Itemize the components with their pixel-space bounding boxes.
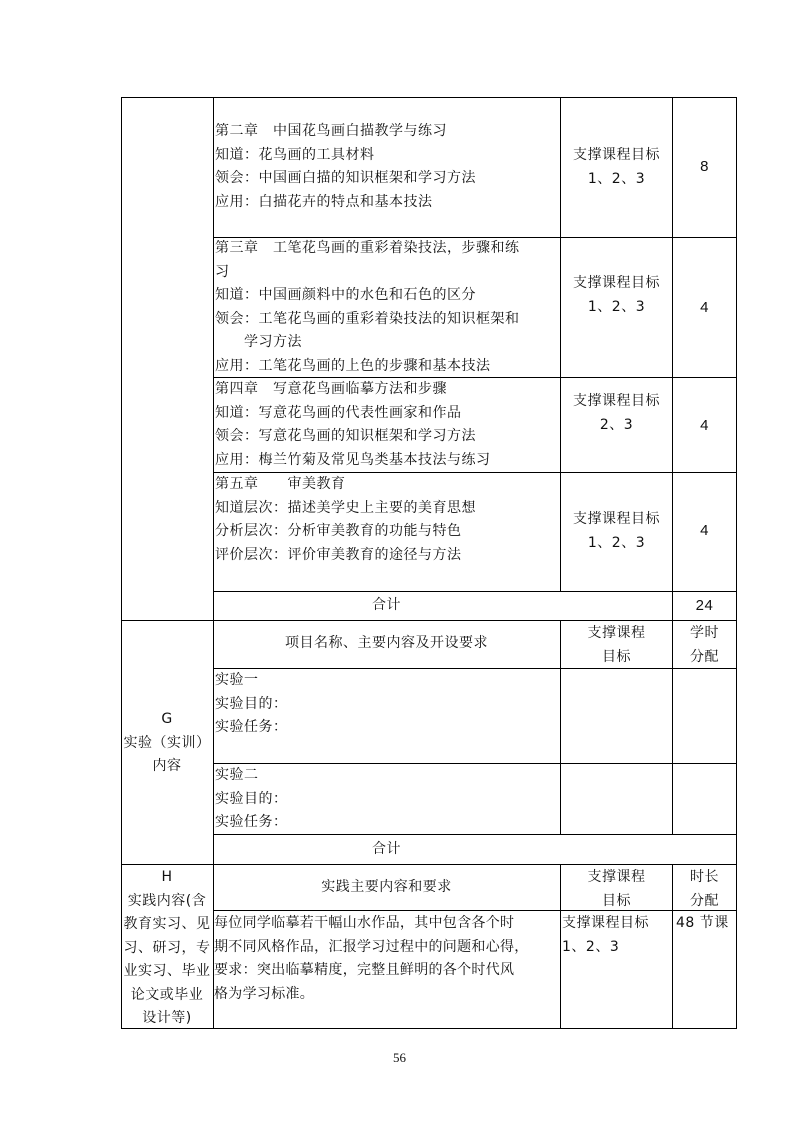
content-line: 应用：工笔花鸟画的上色的步骤和基本技法 (215, 357, 491, 374)
content-line: 领会：工笔花鸟画的重彩着染技法的知识框架和 (215, 310, 520, 327)
content-line: 格为学习标准。 (214, 985, 315, 1002)
target-values: 2、3 (599, 416, 634, 433)
content-line: 知道：写意花鸟画的代表性画家和作品 (215, 404, 462, 421)
section-title-line: 论文或毕业 (130, 986, 204, 1003)
practice-hours: 48 节课 (676, 915, 729, 931)
lab-header-name: 项目名称、主要内容及开设要求 (285, 635, 488, 651)
header-line: 支撑课程 (587, 869, 646, 885)
lab-header-hours (673, 622, 736, 669)
section-title-line: 习、研习，专 (123, 939, 211, 956)
experiment-task: 实验任务： (215, 814, 288, 830)
row-divider (213, 763, 737, 764)
hours-value: 8 (700, 158, 709, 175)
course-target (561, 390, 672, 437)
content-line: 应用：白描花卉的特点和基本技法 (215, 193, 433, 210)
lab-total-label: 合计 (372, 841, 401, 857)
course-target (561, 144, 672, 191)
content-line: 要求：突出临摹精度，完整且鲜明的各个时代风 (214, 962, 515, 978)
table-border-right (736, 97, 737, 1029)
content-line: 每位同学临摹若干幅山水作品，其中包含各个时 (214, 915, 515, 931)
section-letter: H (161, 869, 173, 885)
experiment-purpose: 实验目的： (215, 695, 288, 712)
lab-header-target (561, 622, 672, 669)
target-values: 1、2、3 (587, 170, 646, 187)
hours-value: 4 (700, 417, 709, 434)
content-line: 应用：梅兰竹菊及常见鸟类基本技法与练习 (215, 451, 491, 468)
experiment-1 (215, 669, 288, 740)
course-target (561, 508, 672, 555)
section-title-line: 内容 (152, 758, 182, 774)
section-title-line: 实践内容(含 (127, 892, 207, 909)
section-title-line: 实验（实训） (123, 734, 211, 751)
content-line: 评价层次：评价审美教育的途径与方法 (215, 546, 462, 563)
target-values: 1、2、3 (587, 298, 646, 315)
header-line: 目标 (602, 648, 631, 665)
practice-header-hours (673, 866, 736, 913)
target-values: 1、2、3 (562, 938, 620, 955)
chapter-title: 第五章 审美教育 (215, 476, 346, 492)
target-label: 支撑课程目标 (573, 275, 660, 291)
chapter-title: 第三章 工笔花鸟画的重彩着染技法，步骤和练 (215, 240, 520, 256)
section-letter: G (161, 711, 173, 727)
hours-value: 4 (700, 522, 709, 539)
chapter-content (215, 378, 491, 472)
content-line: 领会：中国画白描的知识框架和学习方法 (215, 170, 476, 186)
practice-section-label (121, 866, 213, 1031)
content-line: 领会：写意花鸟画的知识框架和学习方法 (215, 428, 476, 444)
theory-total-hours: 24 (695, 597, 714, 614)
experiment-2 (215, 764, 288, 835)
theory-total-label: 合计 (372, 597, 401, 613)
practice-header-content: 实践主要内容和要求 (321, 879, 452, 895)
course-target (561, 272, 672, 319)
target-label: 支撑课程目标 (573, 393, 660, 409)
experiment-title: 实验一 (215, 672, 259, 688)
target-values: 1、2、3 (587, 534, 646, 551)
content-line: 知道：花鸟画的工具材料 (215, 146, 375, 163)
experiment-task: 实验任务： (215, 719, 288, 735)
header-line: 分配 (690, 892, 719, 909)
chapter-content (215, 473, 476, 567)
experiment-purpose: 实验目的： (215, 790, 288, 807)
experiment-title: 实验二 (215, 767, 259, 783)
hours-value: 4 (700, 299, 709, 316)
page-number: 56 (393, 1050, 406, 1065)
content-line: 学习方法 (215, 334, 302, 350)
content-line: 习 (215, 263, 230, 280)
chapter-content (215, 120, 476, 214)
section-title-line: 教育实习、见 (123, 916, 211, 932)
section-title-line: 业实习、毕业 (123, 963, 211, 979)
header-line: 支撑课程 (587, 625, 646, 641)
chapter-title: 第二章 中国花鸟画白描教学与练习 (215, 123, 447, 139)
row-divider (213, 834, 737, 835)
content-line: 知道：中国画颜料中的水色和石色的区分 (215, 287, 476, 303)
row-divider (213, 591, 737, 592)
header-line: 目标 (602, 892, 631, 909)
target-label: 支撑课程目标 (573, 511, 660, 527)
header-line: 学时 (690, 625, 719, 641)
section-title-line: 设计等) (142, 1010, 192, 1026)
header-line: 时长 (690, 869, 719, 885)
content-line: 期不同风格作品，汇报学习过程中的问题和心得， (214, 938, 529, 955)
content-line: 分析层次：分析审美教育的功能与特色 (215, 523, 462, 539)
chapter-title: 第四章 写意花鸟画临摹方法和步骤 (215, 381, 447, 397)
target-label: 支撑课程目标 (573, 147, 660, 163)
target-label: 支撑课程目标 (562, 915, 649, 931)
chapter-content (215, 237, 520, 378)
content-line: 知道层次：描述美学史上主要的美育思想 (215, 499, 476, 516)
practice-content (214, 912, 529, 1006)
practice-target (562, 912, 649, 959)
header-line: 分配 (690, 648, 719, 665)
lab-section-label (121, 708, 213, 779)
practice-header-target (561, 866, 672, 913)
